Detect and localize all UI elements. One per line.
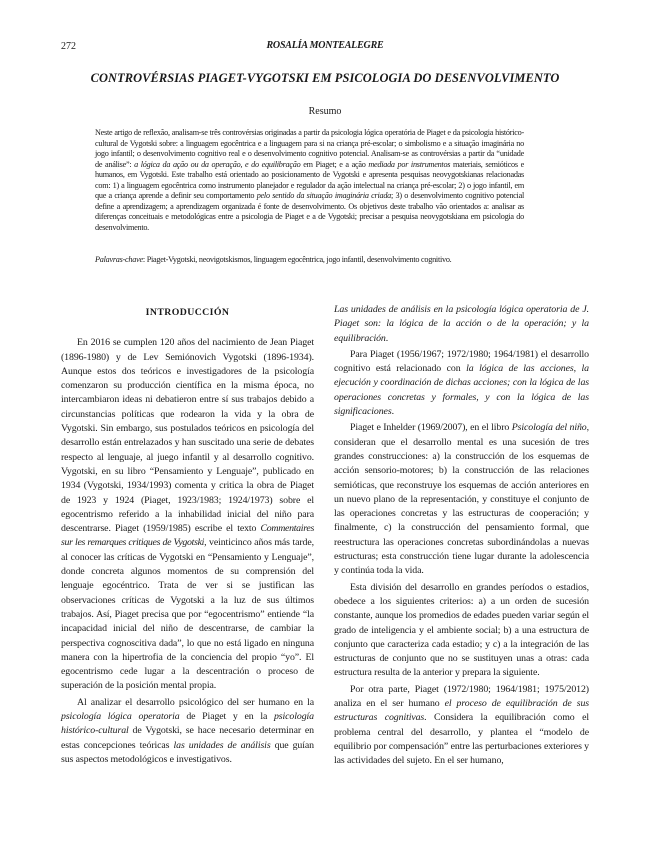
text-run: Al analizar el desarrollo psicológico del ser humano en la <box>77 696 314 708</box>
section-heading-introduccion: INTRODUCCIÓN <box>145 307 230 318</box>
italic-run: Commentaires sur les remarques critiques de Vygotski <box>61 523 314 549</box>
body-paragraph: Esta división del desarrollo en grandes períodos o estadios, obedece a los siguientes criterios: a) a un orden de sucesión constante, aunque los promedios de edades pueden variar según el grado de inteligencia y el ambiente social; b) a una estructura de conjunto que caracteriza cada estadio; y c) a la integración de las estructuras de conjunto que no se sustituyen unas a otras: cada estructura resulta de la anterior y prepara la siguiente. <box>334 581 589 679</box>
italic-run: la lógica de las acciones, la ejecución y coordinación de dichas acciones; con la lógica de las operaciones concretas y formales, y con la lógica de las significaciones <box>334 363 589 418</box>
abstract-segment: Piaget; e a ação <box>312 159 369 169</box>
page-number: 272 <box>61 41 76 52</box>
text-run: Para Piaget (1956/1967; 1972/1980; 1964/1981) el desarrollo cognitivo está relacionado con <box>334 348 589 375</box>
body-paragraph <box>334 421 589 578</box>
body-paragraph <box>334 348 589 419</box>
text-run: de Vygotski, se hace necesario determinar en estas concepciones teóricas <box>61 725 314 751</box>
text-run: , consideran que el desarrollo mental es una sucesión de tres grandes construcciones: a) la construcción de los esquemas de acción sensorio-motores; b) la construcción de las relaciones semióticas, que reconstruye los esquemas de acción anteriores en un nuevo plano de la representación, y constituye el conjunto de las operaciones concretas y las estructuras de cooperación; y finalmente, c) la construcción del pensamiento formal, que reestructura las operaciones concretas subordinándolas a nuevas estructuras; esta construcción tiene lugar durante la adolescencia y continúa toda la vida. <box>334 422 590 577</box>
italic-run: psicología lógica operatoria <box>61 711 180 723</box>
text-run: . <box>385 332 389 344</box>
text-run: Por otra parte, Piaget (1972/1980; 1964/1981; 1975/2012) analiza en el ser humano <box>334 683 589 710</box>
body-paragraph <box>334 303 589 346</box>
text-run: . Considera la equilibración como el problema central del desarrollo, y plantea el “modelo de equilibrio por compensación” entre las perturbaciones exteriores y las actividades del sujeto. En el ser humano, <box>334 712 589 767</box>
body-paragraph <box>61 696 314 767</box>
body-paragraph <box>61 336 314 693</box>
abstract-segment: ; 3) o desenvolvimento cognitivo potencial define a aprendizagem; a aprendizagem organizada é fonte de desenvolvimento. Os objetivos deste trabalho vão orientados a: analisar as diferenças conceituais e metodológicas entre a psicologia de Piaget e a de Vygotski; precisar a pesquisa neovygotskiana em psicologia do desenvolvimento. <box>95 191 524 232</box>
italic-run: las unidades de análisis <box>173 739 271 751</box>
running-head-author: ROSALÍA MONTEALEGRE <box>266 40 384 51</box>
keywords-label: Palavras-chave <box>95 255 143 264</box>
text-run: , veinticinco años más tarde, al conocer las críticas de Vygotski en “Pensamiento y Lenguaje”, donde concreta algunos momentos de su comprensión del lenguaje egocéntrico. Trata de ver si se justifican las observaciones críticas de Vygotski a la luz de sus últimos trabajos. Así, Piaget precisa que por “egocentrismo” entiende “la incapacidad inicial del niño de descentrarse, de cambiar la perspectiva cognoscitiva dada”, lo que no está ligado en ninguna manera con la hipertrofia de la conciencia del propio “yo”. El egocentrismo cede lugar a la descentración o proceso de superación de la posición mental propia. <box>61 537 314 692</box>
abstract-segment: em <box>300 159 313 169</box>
text-run: Piaget e Inhelder (1969/2007), en el libro <box>350 422 512 434</box>
abstract-italic-segment: mediada por instrumentos <box>368 159 451 169</box>
abstract-italic-segment: pelo sentido da situação imaginária criada <box>256 191 392 201</box>
abstract-segment: materiais, semióticos e humanos, em Vygotski. Este trabalho está orientado ao posicionamento de Vygotski e apresenta pesquisas neovygotskianas relacionadas com: 1) a linguagem egocêntrica como instrumento planejador e regulador da ação intelectual na criança pré-escolar; 2) o jogo infantil, em que a criança aprende a definir seu comportamento <box>95 159 524 201</box>
article-title: CONTROVÉRSIAS PIAGET-VYGOTSKI EM PSICOLOGIA DO DESENVOLVIMENTO <box>90 71 560 85</box>
abstract-segment: Neste artigo de reflexão, analisam-se três controvérsias originadas a partir da psicologia lógica operatória de Piaget e da psicologia histórico-cultural de Vygotski sobre: a linguagem egocêntrica e a linguagem para si na criança pré-escolar; o simbolismo e a situação imaginária no jogo infantil; o desenvolvimento cognitivo real e o desenvolvimento cognitivo potencial. Analisam-se as controvérsias a partir da “unidade de análise”: <box>95 128 524 169</box>
text-run: que guían sus aspectos metodológicos e investigativos. <box>61 739 314 765</box>
text-run: de Piaget y en la <box>179 711 274 723</box>
text-run: En 2016 se cumplen 120 años del nacimiento de Jean Piaget (1896-1980) y de Lev Semiónovich Vygotski (1896-1934). Aunque estos dos teóricos e investigadores de la psicología comenzaron su producción científica en la misma época, no intercambiaron ideas ni debatieron entre sí sus trabajos debido a circunstancias políticas que rodearon la vida y la obra de Vygotski. Sin embargo, sus postulados teóricos en psicología del desarrollo están entrelazados y han suscitado una serie de debates respecto al lenguaje, al juego infantil y al desarrollo cognitivo. Vygotski, en su libro “Pensamiento y Lenguaje”, publicado en 1934 (Vygotski, 1934/1993) comenta y critica la obra de Piaget de 1923 y 1924 (Piaget, 1923/1983; 1924/1973) sobre el egocentrismo referido a la inhabilidad inicial del niño para descentrarse. Piaget (1959/1985) escribe el texto <box>61 337 314 535</box>
italic-run: Psicología del niño <box>511 422 587 434</box>
italic-run: el proceso de equilibración de sus estructuras cognitivas <box>334 698 589 724</box>
abstract-text <box>95 128 524 233</box>
italic-run: Las unidades de análisis en la psicología lógica operatoria de J. Piaget son: la lógica de la acción o de la operación; y la equilibración <box>334 304 589 344</box>
body-paragraph <box>334 683 589 769</box>
keywords-line <box>95 255 535 266</box>
abstract-heading: Resumo <box>308 106 342 117</box>
keywords-text: : Piaget-Vygotski, neovigotskismos, linguagem egocêntrica, jogo infantil, desenvolvimento cognitivo. <box>142 255 452 264</box>
italic-run: psicología histórico-cultural <box>61 711 314 737</box>
abstract-italic-segment: a lógica da ação ou da operação, e do equilibração <box>134 159 301 169</box>
right-column <box>334 303 589 769</box>
left-column <box>61 306 314 767</box>
text-run: . <box>391 406 394 418</box>
